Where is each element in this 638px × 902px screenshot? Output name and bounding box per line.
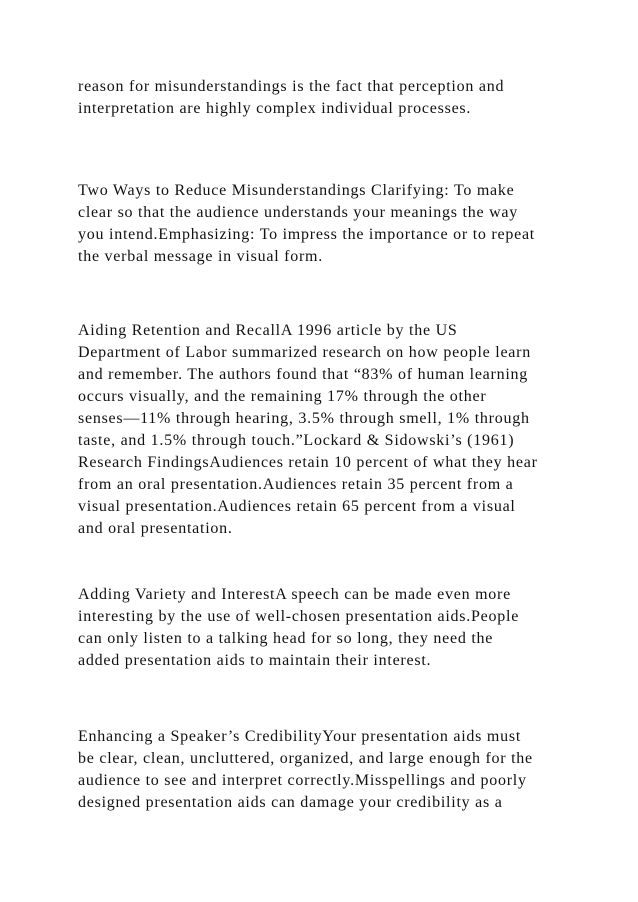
text-line: clear so that the audience understands your meanings the way — [78, 204, 518, 221]
text-line: added presentation aids to maintain their interest. — [78, 652, 432, 669]
text-line: interpretation are highly complex individual processes. — [78, 100, 472, 117]
text-line: occurs visually, and the remaining 17% through the other — [78, 388, 487, 405]
paragraph-variety-interest — [78, 584, 578, 672]
text-line: Department of Labor summarized research on how people learn — [78, 344, 531, 361]
text-line: Adding Variety and InterestA speech can be made even more — [78, 586, 511, 603]
text-line: visual presentation.Audiences retain 65 percent from a visual — [78, 498, 516, 515]
paragraph-retention-recall — [78, 320, 578, 540]
text-line: interesting by the use of well-chosen presentation aids.People — [78, 608, 520, 625]
text-line: senses—11% through hearing, 3.5% through smell, 1% through — [78, 410, 530, 427]
text-line: Two Ways to Reduce Misunderstandings Clarifying: To make — [78, 182, 515, 199]
text-line: reason for misunderstandings is the fact that perception and — [78, 78, 505, 95]
text-line: can only listen to a talking head for so long, they need the — [78, 630, 494, 647]
text-line: and remember. The authors found that “83% of human learning — [78, 366, 529, 383]
text-line: and oral presentation. — [78, 520, 233, 537]
paragraph-speaker-credibility — [78, 726, 578, 814]
text-line: be clear, clean, uncluttered, organized, and large enough for the — [78, 750, 533, 767]
text-line: Research FindingsAudiences retain 10 percent of what they hear — [78, 454, 538, 471]
text-line: audience to see and interpret correctly.Misspellings and poorly — [78, 772, 527, 789]
text-line: designed presentation aids can damage your credibility as a — [78, 794, 503, 811]
paragraph-misunderstandings-reason — [78, 76, 578, 120]
text-line: taste, and 1.5% through touch.”Lockard & Sidowski’s (1961) — [78, 432, 515, 449]
text-line: the verbal message in visual form. — [78, 248, 323, 265]
text-line: Enhancing a Speaker’s CredibilityYour presentation aids must — [78, 728, 522, 745]
text-line: you intend.Emphasizing: To impress the importance or to repeat — [78, 226, 535, 243]
text-line: from an oral presentation.Audiences retain 35 percent from a — [78, 476, 514, 493]
paragraph-reduce-misunderstandings — [78, 180, 578, 268]
text-line: Aiding Retention and RecallA 1996 article by the US — [78, 322, 458, 339]
